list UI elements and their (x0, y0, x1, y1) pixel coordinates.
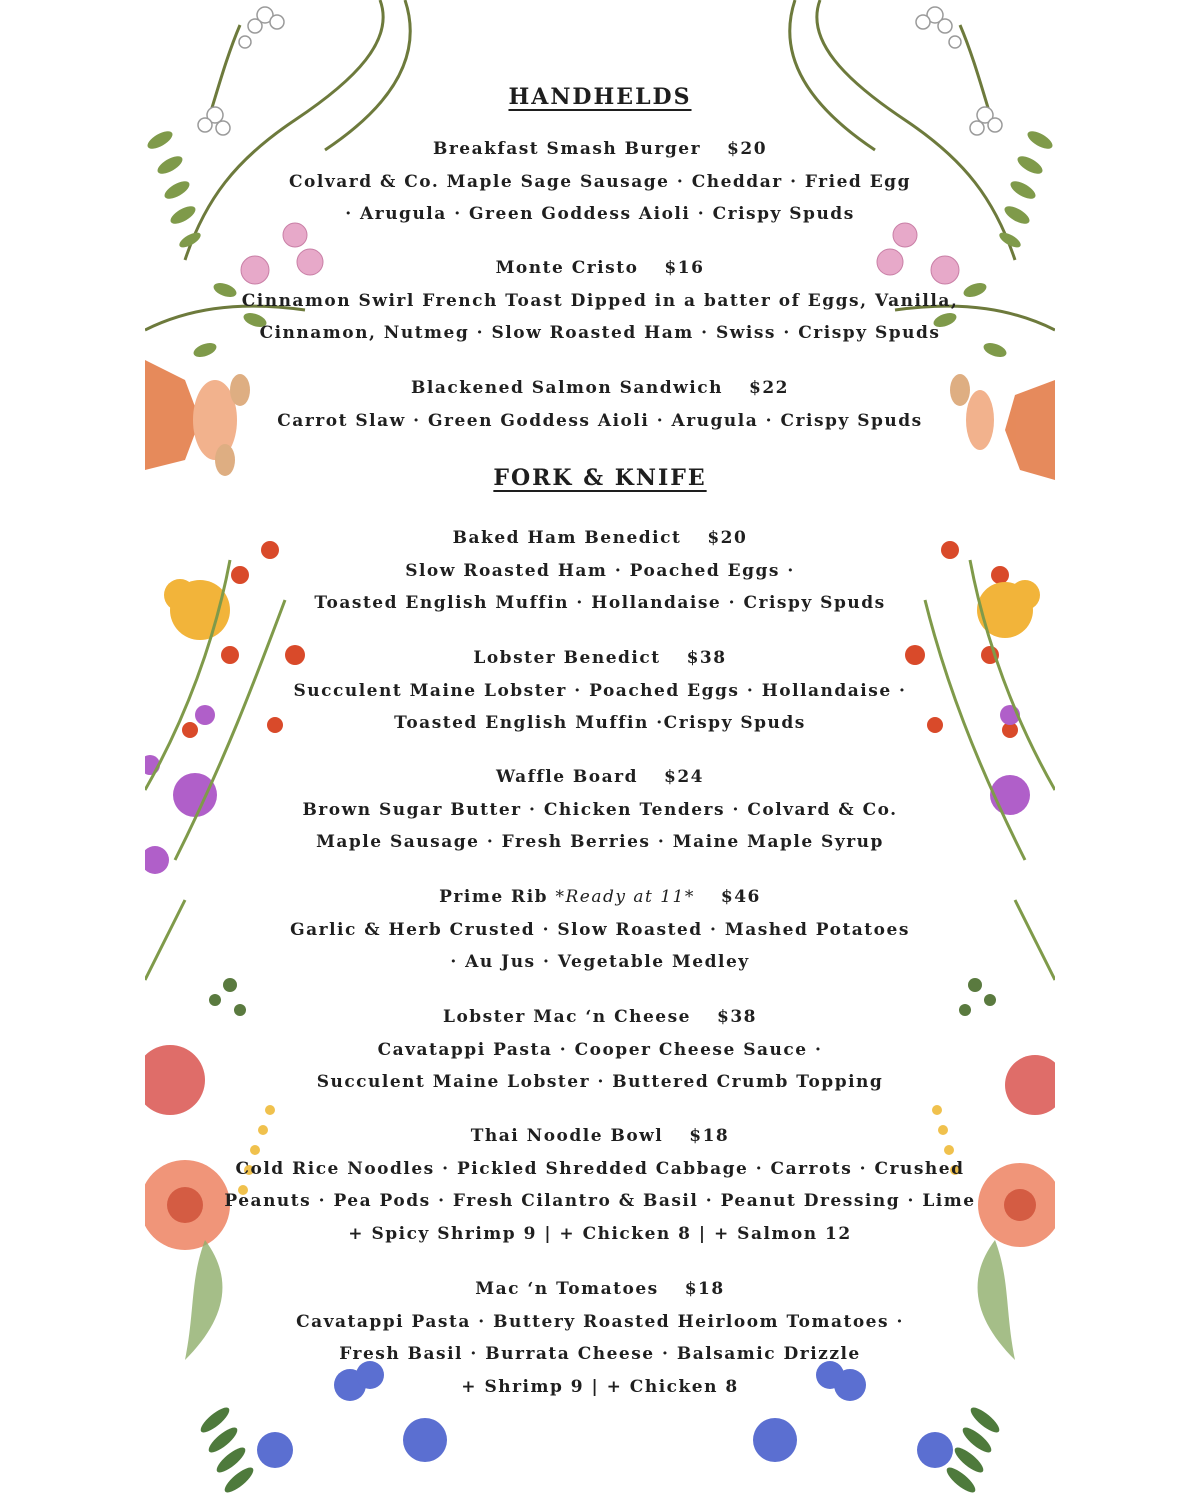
item-description: Cold Rice Noodles · Pickled Shredded Cabbage · Carrots · Crushed (235, 1158, 965, 1179)
item-name: Waffle Board (495, 767, 638, 787)
item-name-line (145, 1273, 1055, 1306)
item-name-line (145, 252, 1055, 285)
item-description: Peanuts · Pea Pods · Fresh Cilantro & Basil · Peanut Dressing · Lime (224, 1191, 976, 1211)
menu-item-thai-noodle-bowl (145, 1120, 1055, 1250)
item-description: Succulent Maine Lobster · Poached Eggs · Hollandaise · (293, 680, 907, 701)
item-description: Maple Sausage · Fresh Berries · Maine Maple Syrup (316, 832, 884, 852)
item-price: $24 (664, 767, 704, 787)
item-description: Carrot Slaw · Green Goddess Aioli · Arugula · Crispy Spuds (277, 410, 923, 431)
item-name: Mac ‘n Tomatoes (475, 1279, 659, 1299)
item-description: Slow Roasted Ham · Poached Eggs · (405, 560, 795, 581)
item-price: $38 (717, 1007, 757, 1027)
item-name-line (145, 522, 1055, 555)
section-title-fork-knife: FORK & KNIFE (493, 465, 707, 491)
menu-item-baked-ham-benedict (145, 522, 1055, 620)
menu-item-lobster-mac-n-cheese (145, 1001, 1055, 1099)
item-price: $20 (727, 139, 768, 159)
item-description: · Arugula · Green Goddess Aioli · Crispy Spuds (345, 204, 855, 224)
menu-item-mac-n-tomatoes (145, 1273, 1055, 1403)
item-name: Baked Ham Benedict (452, 528, 682, 548)
item-add-ons: + Shrimp 9 | + Chicken 8 (461, 1376, 739, 1397)
item-name-line (145, 1001, 1055, 1034)
menu-item-breakfast-smash-burger (145, 133, 1055, 231)
item-description: Toasted English Muffin ·Crispy Spuds (394, 713, 806, 733)
item-name-line (145, 1120, 1055, 1153)
item-price: $46 (720, 887, 761, 907)
item-description: Cinnamon Swirl French Toast Dipped in a batter of Eggs, Vanilla, (241, 290, 959, 311)
item-description: Cavatappi Pasta · Cooper Cheese Sauce · (377, 1039, 823, 1060)
menu-item-waffle-board (145, 761, 1055, 859)
item-price: $18 (684, 1279, 725, 1299)
item-name: Blackened Salmon Sandwich (411, 378, 723, 398)
item-name: Breakfast Smash Burger (432, 139, 702, 159)
item-name: Lobster Mac ‘n Cheese (442, 1007, 691, 1027)
item-description: Succulent Maine Lobster · Buttered Crumb Topping (316, 1072, 884, 1092)
item-name: Lobster Benedict (473, 648, 661, 668)
item-description: Toasted English Muffin · Hollandaise · Crispy Spuds (314, 593, 886, 613)
fern-bottom-icon (197, 1404, 256, 1496)
item-name-line (145, 881, 1055, 914)
item-name: Monte Cristo (495, 258, 639, 278)
item-description: Colvard & Co. Maple Sage Sausage · Cheddar · Fried Egg (289, 171, 911, 192)
item-description: Cinnamon, Nutmeg · Slow Roasted Ham · Swiss · Crispy Spuds (259, 323, 941, 343)
item-name-line (145, 642, 1055, 675)
item-price: $22 (748, 378, 789, 398)
item-name: Prime Rib (439, 887, 549, 907)
item-description: Fresh Basil · Burrata Cheese · Balsamic Drizzle (339, 1344, 861, 1364)
item-name-line (145, 372, 1055, 405)
item-note: *Ready at 11* (555, 887, 695, 907)
item-description: · Au Jus · Vegetable Medley (450, 952, 750, 972)
item-price: $20 (707, 528, 748, 548)
item-description: Cavatappi Pasta · Buttery Roasted Heirloom Tomatoes · (296, 1311, 904, 1332)
section-title-handhelds: HANDHELDS (508, 84, 692, 110)
menu-item-lobster-benedict (145, 642, 1055, 740)
menu-card (145, 0, 1055, 1500)
menu-item-monte-cristo (145, 252, 1055, 350)
menu-item-prime-rib (145, 881, 1055, 979)
item-description: Brown Sugar Butter · Chicken Tenders · Colvard & Co. (302, 799, 898, 820)
item-price: $16 (664, 258, 705, 278)
item-name: Thai Noodle Bowl (470, 1126, 664, 1146)
item-name-line (145, 133, 1055, 166)
item-name-line (145, 761, 1055, 794)
menu-item-blackened-salmon-sandwich (145, 372, 1055, 437)
item-price: $38 (686, 648, 727, 668)
item-add-ons: + Spicy Shrimp 9 | + Chicken 8 | + Salmon 12 (348, 1223, 852, 1244)
item-description: Garlic & Herb Crusted · Slow Roasted · Mashed Potatoes (290, 919, 910, 940)
item-price: $18 (689, 1126, 730, 1146)
